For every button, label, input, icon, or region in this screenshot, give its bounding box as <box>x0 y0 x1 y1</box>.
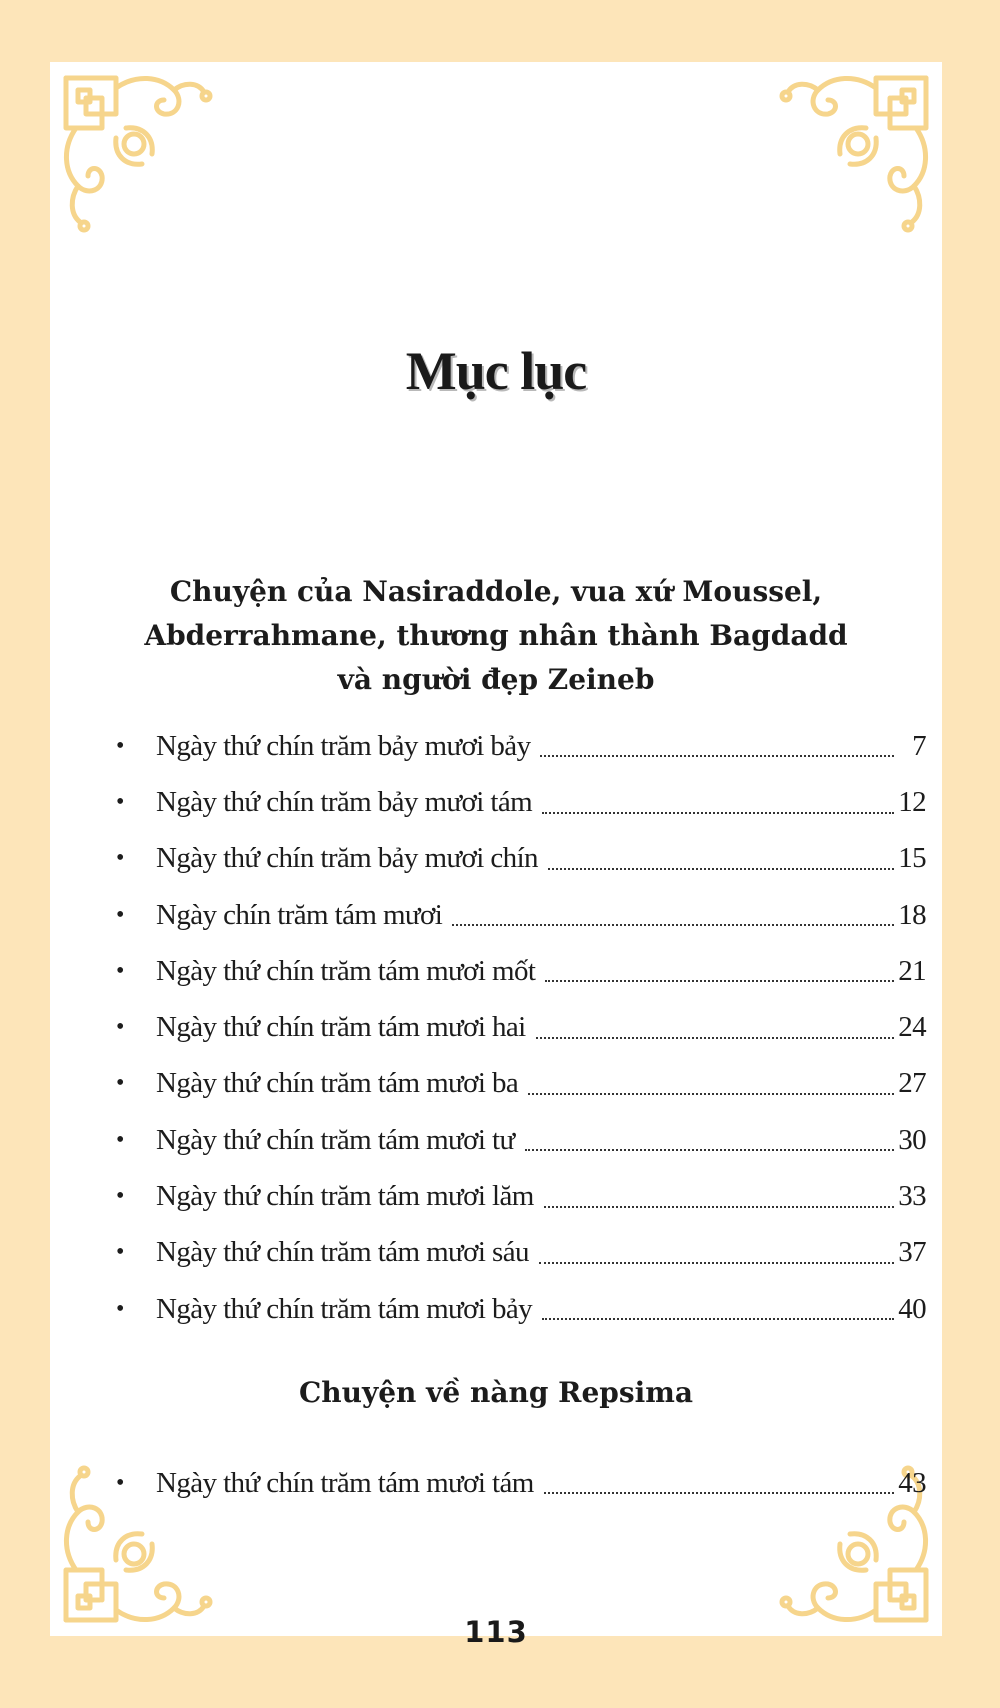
ornamental-corner-icon <box>776 68 936 240</box>
toc-list <box>110 718 926 1337</box>
toc-entry-title: Ngày thứ chín trăm tám mươi sáu <box>156 1236 529 1269</box>
dot-leader <box>545 980 894 982</box>
page-number: 113 <box>464 1615 528 1649</box>
toc-entry-page: 33 <box>898 1180 926 1213</box>
book-page <box>50 62 942 1649</box>
section-heading <box>50 570 942 702</box>
dot-leader <box>539 1262 894 1264</box>
toc-entry[interactable] <box>110 831 926 887</box>
toc-entry[interactable] <box>110 718 926 774</box>
toc-entry[interactable] <box>110 1056 926 1112</box>
toc-entry-title: Ngày chín trăm tám mươi <box>156 898 443 931</box>
dot-leader <box>540 755 894 757</box>
toc-entry-title: Ngày thứ chín trăm bảy mươi bảy <box>156 729 531 762</box>
bullet-icon: • <box>116 1014 125 1041</box>
dot-leader <box>528 1093 894 1095</box>
ornamental-corner-icon <box>56 68 216 240</box>
bullet-icon: • <box>116 1126 125 1153</box>
toc-entry-title: Ngày thứ chín trăm tám mươi tư <box>156 1123 515 1156</box>
bullet-icon: • <box>116 1070 125 1097</box>
page-title: Mục lục <box>405 341 587 401</box>
toc-entry[interactable] <box>110 887 926 943</box>
bullet-icon: • <box>116 1183 125 1210</box>
toc-entry-page: 40 <box>898 1292 926 1325</box>
toc-entry[interactable] <box>110 1225 926 1281</box>
toc-list <box>110 1455 926 1511</box>
toc-entry-title: Ngày thứ chín trăm tám mươi tám <box>156 1466 534 1499</box>
dot-leader <box>548 868 894 870</box>
bullet-icon: • <box>116 1295 125 1322</box>
section-heading <box>50 1371 942 1415</box>
dot-leader <box>542 812 894 814</box>
toc-entry-title: Ngày thứ chín trăm bảy mươi chín <box>156 842 538 875</box>
toc-entry-page: 24 <box>898 1011 926 1044</box>
bullet-icon: • <box>116 1469 125 1496</box>
toc-entry-page: 43 <box>898 1466 926 1499</box>
toc-entry[interactable] <box>110 1455 926 1511</box>
toc-entry-title: Ngày thứ chín trăm tám mươi lăm <box>156 1180 534 1213</box>
toc-entry[interactable] <box>110 1281 926 1337</box>
toc-entry-page: 15 <box>898 842 926 875</box>
toc-entry-page: 12 <box>898 785 926 818</box>
bullet-icon: • <box>116 732 125 759</box>
toc-entry[interactable] <box>110 1168 926 1224</box>
toc-entry[interactable] <box>110 943 926 999</box>
dot-leader <box>542 1318 894 1320</box>
toc-entry[interactable] <box>110 1112 926 1168</box>
dot-leader <box>544 1492 894 1494</box>
toc-entry-page: 21 <box>898 954 926 987</box>
toc-entry[interactable] <box>110 774 926 830</box>
toc-entry-page: 27 <box>898 1067 926 1100</box>
section-heading-line: Chuyện của Nasiraddole, vua xứ Moussel, <box>169 575 823 608</box>
toc-entry-title: Ngày thứ chín trăm tám mươi mốt <box>156 954 536 987</box>
dot-leader <box>525 1149 894 1151</box>
dot-leader <box>544 1206 894 1208</box>
toc-entry[interactable] <box>110 999 926 1055</box>
toc-entry-page: 30 <box>898 1123 926 1156</box>
dot-leader <box>452 924 894 926</box>
toc-entry-title: Ngày thứ chín trăm tám mươi hai <box>156 1011 526 1044</box>
section-heading-line: và người đẹp Zeineb <box>337 663 655 696</box>
bullet-icon: • <box>116 788 125 815</box>
toc-entry-title: Ngày thứ chín trăm tám mươi bảy <box>156 1292 533 1325</box>
toc-entry-title: Ngày thứ chín trăm bảy mươi tám <box>156 785 533 818</box>
bullet-icon: • <box>116 1239 125 1266</box>
bullet-icon: • <box>116 957 125 984</box>
toc-entry-page: 7 <box>912 729 926 762</box>
section-heading-line: Abderrahmane, thương nhân thành Bagdadd <box>144 619 848 652</box>
toc-entry-title: Ngày thứ chín trăm tám mươi ba <box>156 1067 519 1100</box>
toc-entry-page: 37 <box>898 1236 926 1269</box>
toc-entry-page: 18 <box>898 898 926 931</box>
bullet-icon: • <box>116 845 125 872</box>
dot-leader <box>536 1037 894 1039</box>
section-heading-line: Chuyện về nàng Repsima <box>298 1376 694 1409</box>
bullet-icon: • <box>116 901 125 928</box>
